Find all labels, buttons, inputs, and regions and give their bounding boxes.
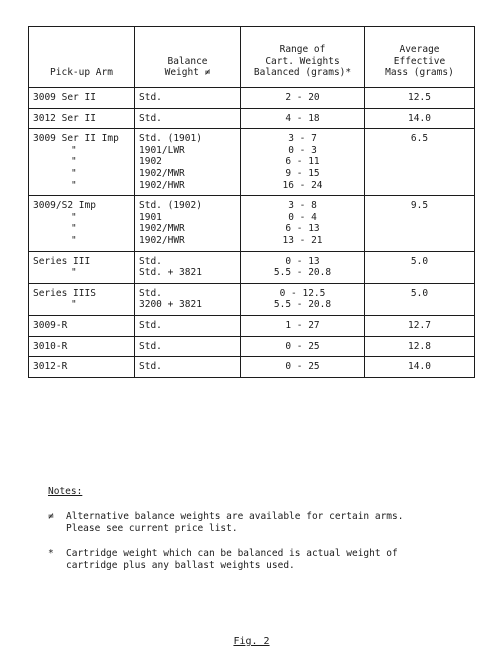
cell-line: 5.0 <box>410 287 429 299</box>
cell-weight-range <box>241 315 365 336</box>
header-line: Effective <box>393 55 446 67</box>
cell-effective-mass <box>365 251 475 283</box>
header-line: Balanced (grams)* <box>253 67 352 79</box>
cell-balance-weight <box>135 196 241 251</box>
table-row <box>29 357 475 378</box>
cell-line: 1 - 27 <box>285 319 320 331</box>
table-row <box>29 283 475 315</box>
cell-line: 5.5 - 20.8 <box>273 299 332 311</box>
cell-balance-weight <box>135 357 241 378</box>
cell-line: " <box>71 156 77 168</box>
cell-effective-mass <box>365 108 475 129</box>
cell-line: 0 - 3 <box>288 144 317 156</box>
cell-pickup-arm <box>29 357 135 378</box>
note-text: Cartridge weight which can be balanced is actual weight of cartridge plus any ballast weights used. <box>66 547 398 571</box>
table-header-row <box>29 27 475 88</box>
cell-effective-mass <box>365 129 475 196</box>
cell-line: " <box>71 234 77 246</box>
cell-line: 12.5 <box>408 92 431 103</box>
cell-line: 5.0 <box>410 255 429 267</box>
cell-line: Series IIIS <box>33 287 96 299</box>
cell-line: " <box>71 267 77 279</box>
cell-line: Std. <box>139 319 162 331</box>
pickup-arm-table <box>28 26 475 378</box>
note-item <box>48 511 468 536</box>
cell-pickup-arm <box>29 336 135 357</box>
cell-line: 3009/S2 Imp <box>33 200 96 212</box>
cell-line: 1902/MWR <box>139 167 185 179</box>
cell-weight-range <box>241 196 365 251</box>
cell-pickup-arm <box>29 315 135 336</box>
header-pickup-arm <box>29 27 135 88</box>
cell-balance-weight <box>135 283 241 315</box>
note-symbol: * <box>48 547 54 559</box>
cell-line: " <box>71 144 77 156</box>
header-range <box>241 27 365 88</box>
cell-line: 6.5 <box>410 133 429 145</box>
cell-line: 4 - 18 <box>285 112 320 124</box>
cell-balance-weight <box>135 129 241 196</box>
cell-line: 3 - 8 <box>288 200 317 212</box>
cell-line: Std. <box>139 361 162 373</box>
cell-line: Std. <box>139 255 162 267</box>
cell-line: 9 - 15 <box>285 167 320 179</box>
cell-line: 1902/HWR <box>139 179 185 191</box>
cell-weight-range <box>241 108 365 129</box>
cell-line: 3200 + 3821 <box>139 299 202 311</box>
cell-line: 3009 Ser II <box>33 92 96 103</box>
cell-balance-weight <box>135 251 241 283</box>
cell-line: 13 - 21 <box>282 234 323 246</box>
cell-line: 0 - 25 <box>285 361 320 373</box>
cell-balance-weight <box>135 315 241 336</box>
header-line: Average <box>399 44 440 56</box>
table-row <box>29 129 475 196</box>
table-row <box>29 88 475 109</box>
cell-pickup-arm <box>29 196 135 251</box>
cell-weight-range <box>241 283 365 315</box>
cell-line: Std. (1902) <box>139 200 202 212</box>
notes-section <box>48 486 468 585</box>
cell-effective-mass <box>365 283 475 315</box>
header-line: Weight ≠ <box>164 67 211 79</box>
cell-pickup-arm <box>29 251 135 283</box>
cell-line: 14.0 <box>408 112 431 124</box>
cell-line: 3010-R <box>33 340 68 352</box>
cell-pickup-arm <box>29 129 135 196</box>
header-effective-mass <box>365 27 475 88</box>
cell-effective-mass <box>365 315 475 336</box>
cell-line: 16 - 24 <box>282 179 323 191</box>
cell-weight-range <box>241 336 365 357</box>
cell-line: " <box>71 167 77 179</box>
cell-weight-range <box>241 88 365 109</box>
table-row <box>29 315 475 336</box>
cell-line: 1902/HWR <box>139 234 185 246</box>
cell-line: Std. <box>139 287 162 299</box>
header-line: Mass (grams) <box>385 67 454 79</box>
cell-balance-weight <box>135 336 241 357</box>
cell-line: 1901/LWR <box>139 144 185 156</box>
cell-line: 9.5 <box>410 200 429 212</box>
cell-line: " <box>71 223 77 235</box>
cell-line: 6 - 13 <box>285 223 320 235</box>
cell-line: 6 - 11 <box>285 156 320 168</box>
table-row <box>29 251 475 283</box>
cell-line: Std. <box>139 92 162 103</box>
cell-effective-mass <box>365 336 475 357</box>
cell-pickup-arm <box>29 108 135 129</box>
figure-caption: Fig. 2 <box>233 636 270 647</box>
cell-line: Std. (1901) <box>139 133 202 145</box>
cell-line: 12.8 <box>408 340 431 352</box>
header-balance-weight <box>135 27 241 88</box>
cell-balance-weight <box>135 88 241 109</box>
header-line: Range of <box>279 44 326 56</box>
header-line: Cart. Weights <box>265 55 340 67</box>
cell-line: 3012 Ser II <box>33 112 96 124</box>
note-text: Alternative balance weights are available for certain arms. Please see current price list. <box>66 510 404 534</box>
notes-title: Notes: <box>48 486 83 497</box>
cell-balance-weight <box>135 108 241 129</box>
cell-line: Std. <box>139 340 162 352</box>
cell-line: 3 - 7 <box>288 133 317 145</box>
header-line: Pick-up Arm <box>50 67 113 79</box>
table-row <box>29 196 475 251</box>
cell-line: 3012-R <box>33 361 68 373</box>
cell-weight-range <box>241 357 365 378</box>
cell-weight-range <box>241 129 365 196</box>
cell-line: Std. <box>139 112 162 124</box>
cell-effective-mass <box>365 196 475 251</box>
cell-line: 5.5 - 20.8 <box>273 267 332 279</box>
cell-line: 1902 <box>139 156 162 168</box>
table-row <box>29 336 475 357</box>
table-row <box>29 108 475 129</box>
cell-line: 1901 <box>139 211 162 223</box>
cell-line: 1902/MWR <box>139 223 185 235</box>
cell-line: 0 - 12.5 <box>279 287 326 299</box>
header-line: Balance <box>167 55 208 67</box>
note-symbol: ≠ <box>48 510 54 522</box>
cell-line: Series III <box>33 255 91 267</box>
note-item <box>48 548 468 573</box>
cell-line: " <box>71 179 77 191</box>
cell-line: 0 - 4 <box>288 211 317 223</box>
cell-line: 3009 Ser II Imp <box>33 133 119 145</box>
cell-line: 14.0 <box>408 361 431 373</box>
cell-line: Std. + 3821 <box>139 267 202 279</box>
cell-pickup-arm <box>29 283 135 315</box>
cell-line: 0 - 13 <box>285 255 320 267</box>
cell-line: 3009-R <box>33 319 68 331</box>
cell-line: 12.7 <box>408 319 431 331</box>
cell-weight-range <box>241 251 365 283</box>
cell-line: 0 - 25 <box>285 340 320 352</box>
table-body <box>29 88 475 378</box>
cell-line: 2 - 20 <box>285 92 320 103</box>
cell-pickup-arm <box>29 88 135 109</box>
cell-line: " <box>71 299 77 311</box>
cell-effective-mass <box>365 88 475 109</box>
cell-effective-mass <box>365 357 475 378</box>
cell-line: " <box>71 211 77 223</box>
